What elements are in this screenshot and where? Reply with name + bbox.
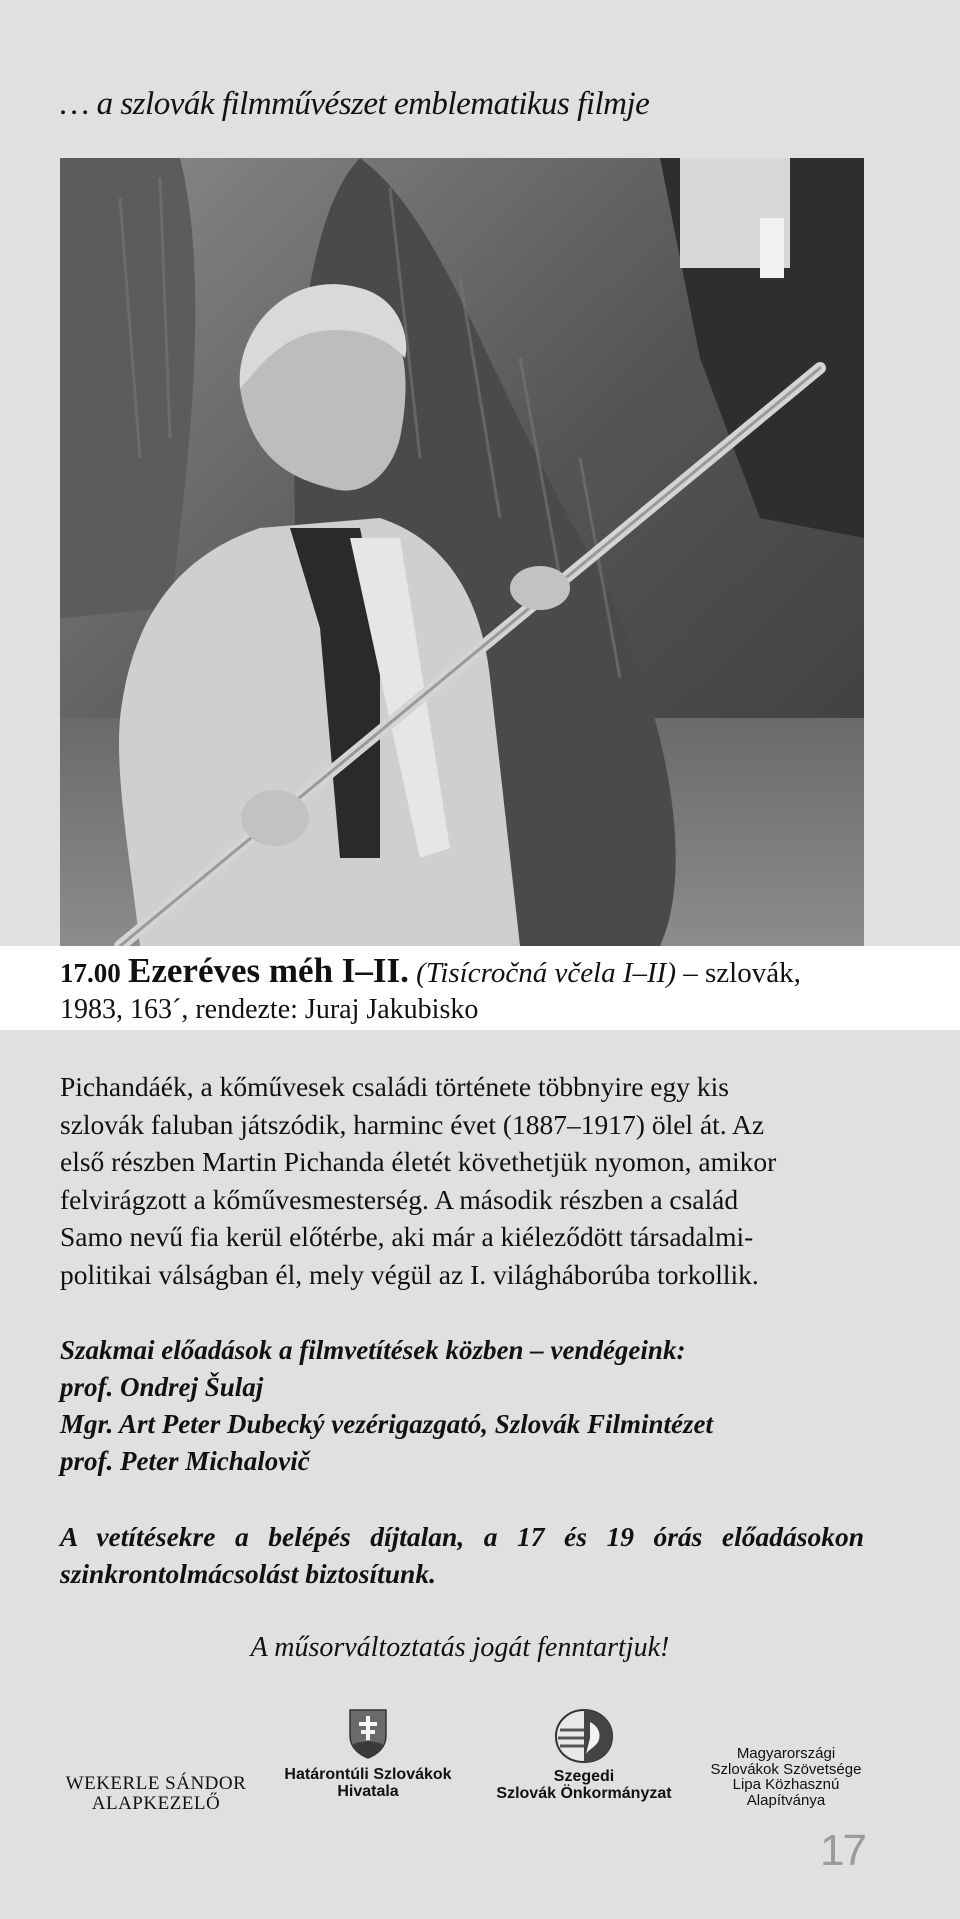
description-line: Samo nevű fia kerül előtérbe, aki már a kiéleződött társadalmi- bbox=[60, 1221, 754, 1252]
film-still-photo bbox=[60, 158, 864, 946]
entry-notice bbox=[60, 1518, 864, 1592]
film-country: – szlovák, bbox=[683, 957, 801, 989]
description-line: felvirágzott a kőművesmesterség. A második részben a család bbox=[60, 1183, 739, 1215]
logo-szegedi bbox=[484, 1708, 684, 1802]
description-line: első részben Martin Pichanda életét követhetjük nyomon, amikor bbox=[60, 1146, 777, 1177]
entry-line: A vetítésekre a belépés díjtalan, a 17 és 19 órás előadásokon bbox=[60, 1521, 864, 1552]
logo-szegedi-line1: Szegedi bbox=[553, 1768, 615, 1785]
film-still-illustration bbox=[60, 158, 864, 946]
film-time: 17.00 bbox=[60, 958, 121, 988]
film-original-title: (Tisícročná včela I–II) bbox=[416, 957, 676, 989]
film-description bbox=[60, 1068, 864, 1293]
logo-wekerle-line2: ALAPKEZELŐ bbox=[91, 1793, 221, 1814]
guest-name: Mgr. Art Peter Dubecký vezérigazgató, Szlovák Filmintézet bbox=[60, 1409, 713, 1439]
film-title: Ezeréves méh I–II. bbox=[128, 951, 409, 990]
logo-hatarontuli-line2: Hivatala bbox=[337, 1783, 399, 1800]
logo-wekerle-line1: WEKERLE SÁNDOR bbox=[65, 1773, 247, 1794]
film-details: 1983, 163´, rendezte: Juraj Jakubisko bbox=[60, 994, 479, 1025]
logo-szegedi-line2: Szlovák Önkormányzat bbox=[496, 1785, 672, 1802]
description-line: szlovák faluban játszódik, harminc évet (1887–1917) ölel át. Az bbox=[60, 1108, 765, 1140]
logo-hatarontuli-line1: Határontúli Szlovákok bbox=[284, 1766, 452, 1783]
szeged-crest-icon bbox=[552, 1708, 616, 1764]
logo-wekerle bbox=[58, 1774, 254, 1814]
guests-section bbox=[60, 1332, 864, 1480]
sponsor-logos bbox=[0, 1700, 960, 1820]
guest-name: prof. Ondrej Šulaj bbox=[60, 1372, 264, 1402]
slovak-coat-of-arms-icon bbox=[348, 1708, 388, 1760]
logo-magyarorszagi-line4: Alapítványa bbox=[746, 1791, 826, 1809]
reserve-note: A műsorváltoztatás jogát fenntartjuk! bbox=[250, 1632, 670, 1663]
logo-magyarorszagi-line2: Szlovákok Szövetsége bbox=[710, 1760, 862, 1778]
guest-name: prof. Peter Michalovič bbox=[60, 1446, 310, 1476]
logo-hatarontuli bbox=[268, 1708, 468, 1800]
logo-magyarorszagi-line1: Magyarországi bbox=[736, 1745, 836, 1762]
film-heading-line bbox=[60, 952, 864, 992]
page-number: 17 bbox=[820, 1826, 865, 1875]
description-line: politikai válságban él, mely végül az I. világháborúba torkollik. bbox=[60, 1258, 759, 1290]
description-line: Pichandáék, a kőművesek családi története többnyire egy kis bbox=[60, 1071, 729, 1102]
guests-heading: Szakmai előadások a filmvetítések közben – vendégeink: bbox=[60, 1335, 686, 1365]
entry-line: szinkrontolmácsolást biztosítunk. bbox=[60, 1558, 436, 1589]
logo-magyarorszagi bbox=[700, 1746, 872, 1808]
tagline: … a szlovák filmművészet emblematikus filmje bbox=[60, 86, 650, 122]
logo-magyarorszagi-line3: Lipa Közhasznú bbox=[732, 1776, 840, 1793]
film-info-band bbox=[0, 946, 960, 1030]
